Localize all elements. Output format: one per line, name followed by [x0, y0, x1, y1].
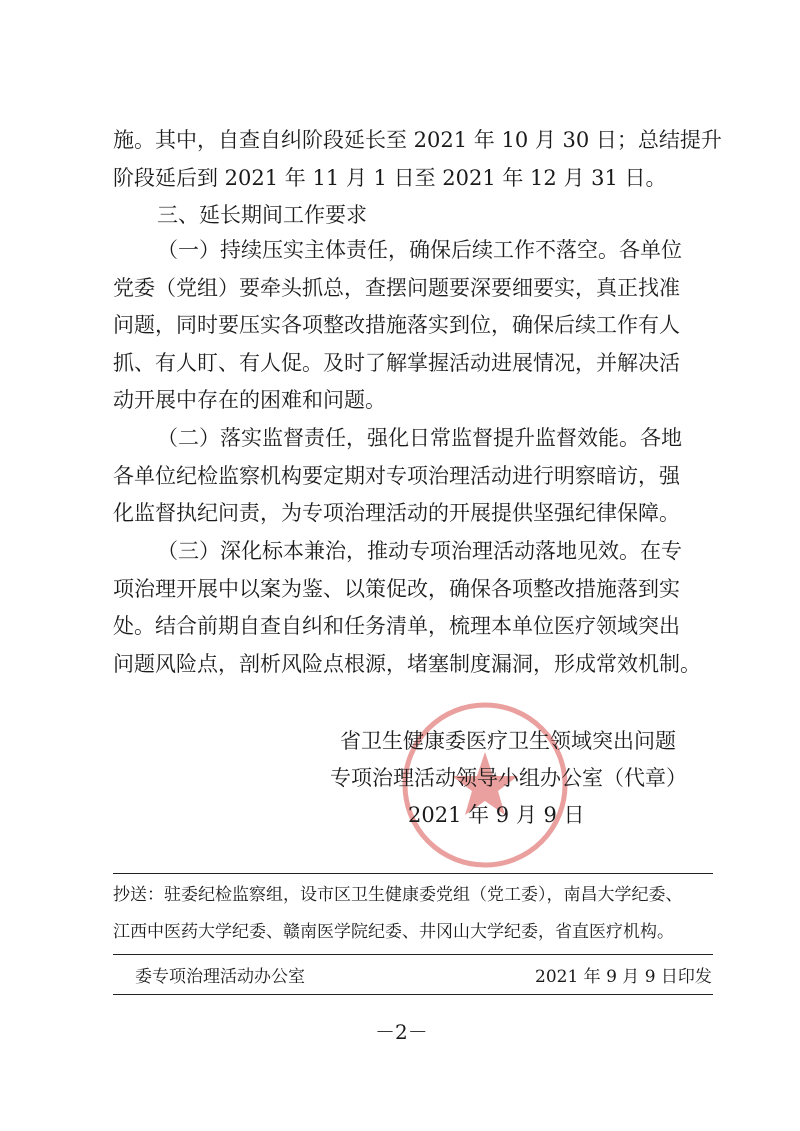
- paragraph-line: 阶段延后到 2021 年 11 月 1 日至 2021 年 12 月 31 日。: [113, 165, 667, 190]
- signature-line-2: 专项治理活动领导小组办公室（代章）: [330, 766, 687, 790]
- signature-date: 2021 年 9 月 9 日: [408, 803, 585, 827]
- paragraph-line: 项治理开展中以案为鉴、以策促改，确保各项整改措施落到实: [113, 576, 680, 601]
- paragraph-line: 处。结合前期自查自纠和任务清单，梳理本单位医疗领域突出: [113, 614, 680, 638]
- issuer: 委专项治理活动办公室: [135, 967, 305, 987]
- section-heading: 三、延长期间工作要求: [157, 203, 367, 227]
- paragraph-line: 化监督执纪问责，为专项治理活动的开展提供坚强纪律保障。: [113, 501, 680, 525]
- divider-top: [113, 873, 713, 874]
- signature-line-1: 省卫生健康委医疗卫生领域突出问题: [340, 729, 676, 753]
- paragraph-line: （三）深化标本兼治，推动专项治理活动落地见效。在专: [157, 539, 682, 563]
- cc-line-1: 抄送：驻委纪检监察组，设市区卫生健康委党组（党工委），南昌大学纪委、: [113, 885, 683, 905]
- page-number: －2－: [375, 1020, 428, 1044]
- item-1-paragraph: [113, 232, 695, 420]
- paragraph-line: 抓、有人盯、有人促。及时了解掌握活动进展情况，并解决活: [113, 350, 680, 375]
- issue-date: 2021 年 9 月 9 日印发: [535, 967, 712, 987]
- paragraph-line: （一）持续压实主体责任，确保后续工作不落空。各单位: [157, 238, 682, 262]
- item-3-paragraph: [113, 533, 701, 683]
- paragraph-1: [113, 122, 722, 197]
- divider-bottom: [113, 994, 713, 995]
- paragraph-line: 动开展中存在的困难和问题。: [113, 388, 386, 412]
- paragraph-line: 问题，同时要压实各项整改措施落实到位，确保后续工作有人: [113, 313, 680, 337]
- paragraph-line: 施。其中，自查自纠阶段延长至 2021 年 10 月 30 日；总结提升: [113, 128, 722, 152]
- item-2-paragraph: [113, 420, 695, 533]
- paragraph-line: （二）落实监督责任，强化日常监督提升监督效能。各地: [157, 426, 682, 450]
- divider-middle: [113, 954, 713, 955]
- paragraph-line: 党委（党组）要牵头抓总，查摆问题要深要细要实，真正找准: [113, 275, 680, 300]
- paragraph-line: 各单位纪检监察机构要定期对专项治理活动进行明察暗访，强: [113, 463, 680, 488]
- cc-line-2: 江西中医药大学纪委、赣南医学院纪委、井冈山大学纪委，省直医疗机构。: [113, 922, 674, 942]
- paragraph-line: 问题风险点，剖析风险点根源，堵塞制度漏洞，形成常效机制。: [113, 651, 701, 676]
